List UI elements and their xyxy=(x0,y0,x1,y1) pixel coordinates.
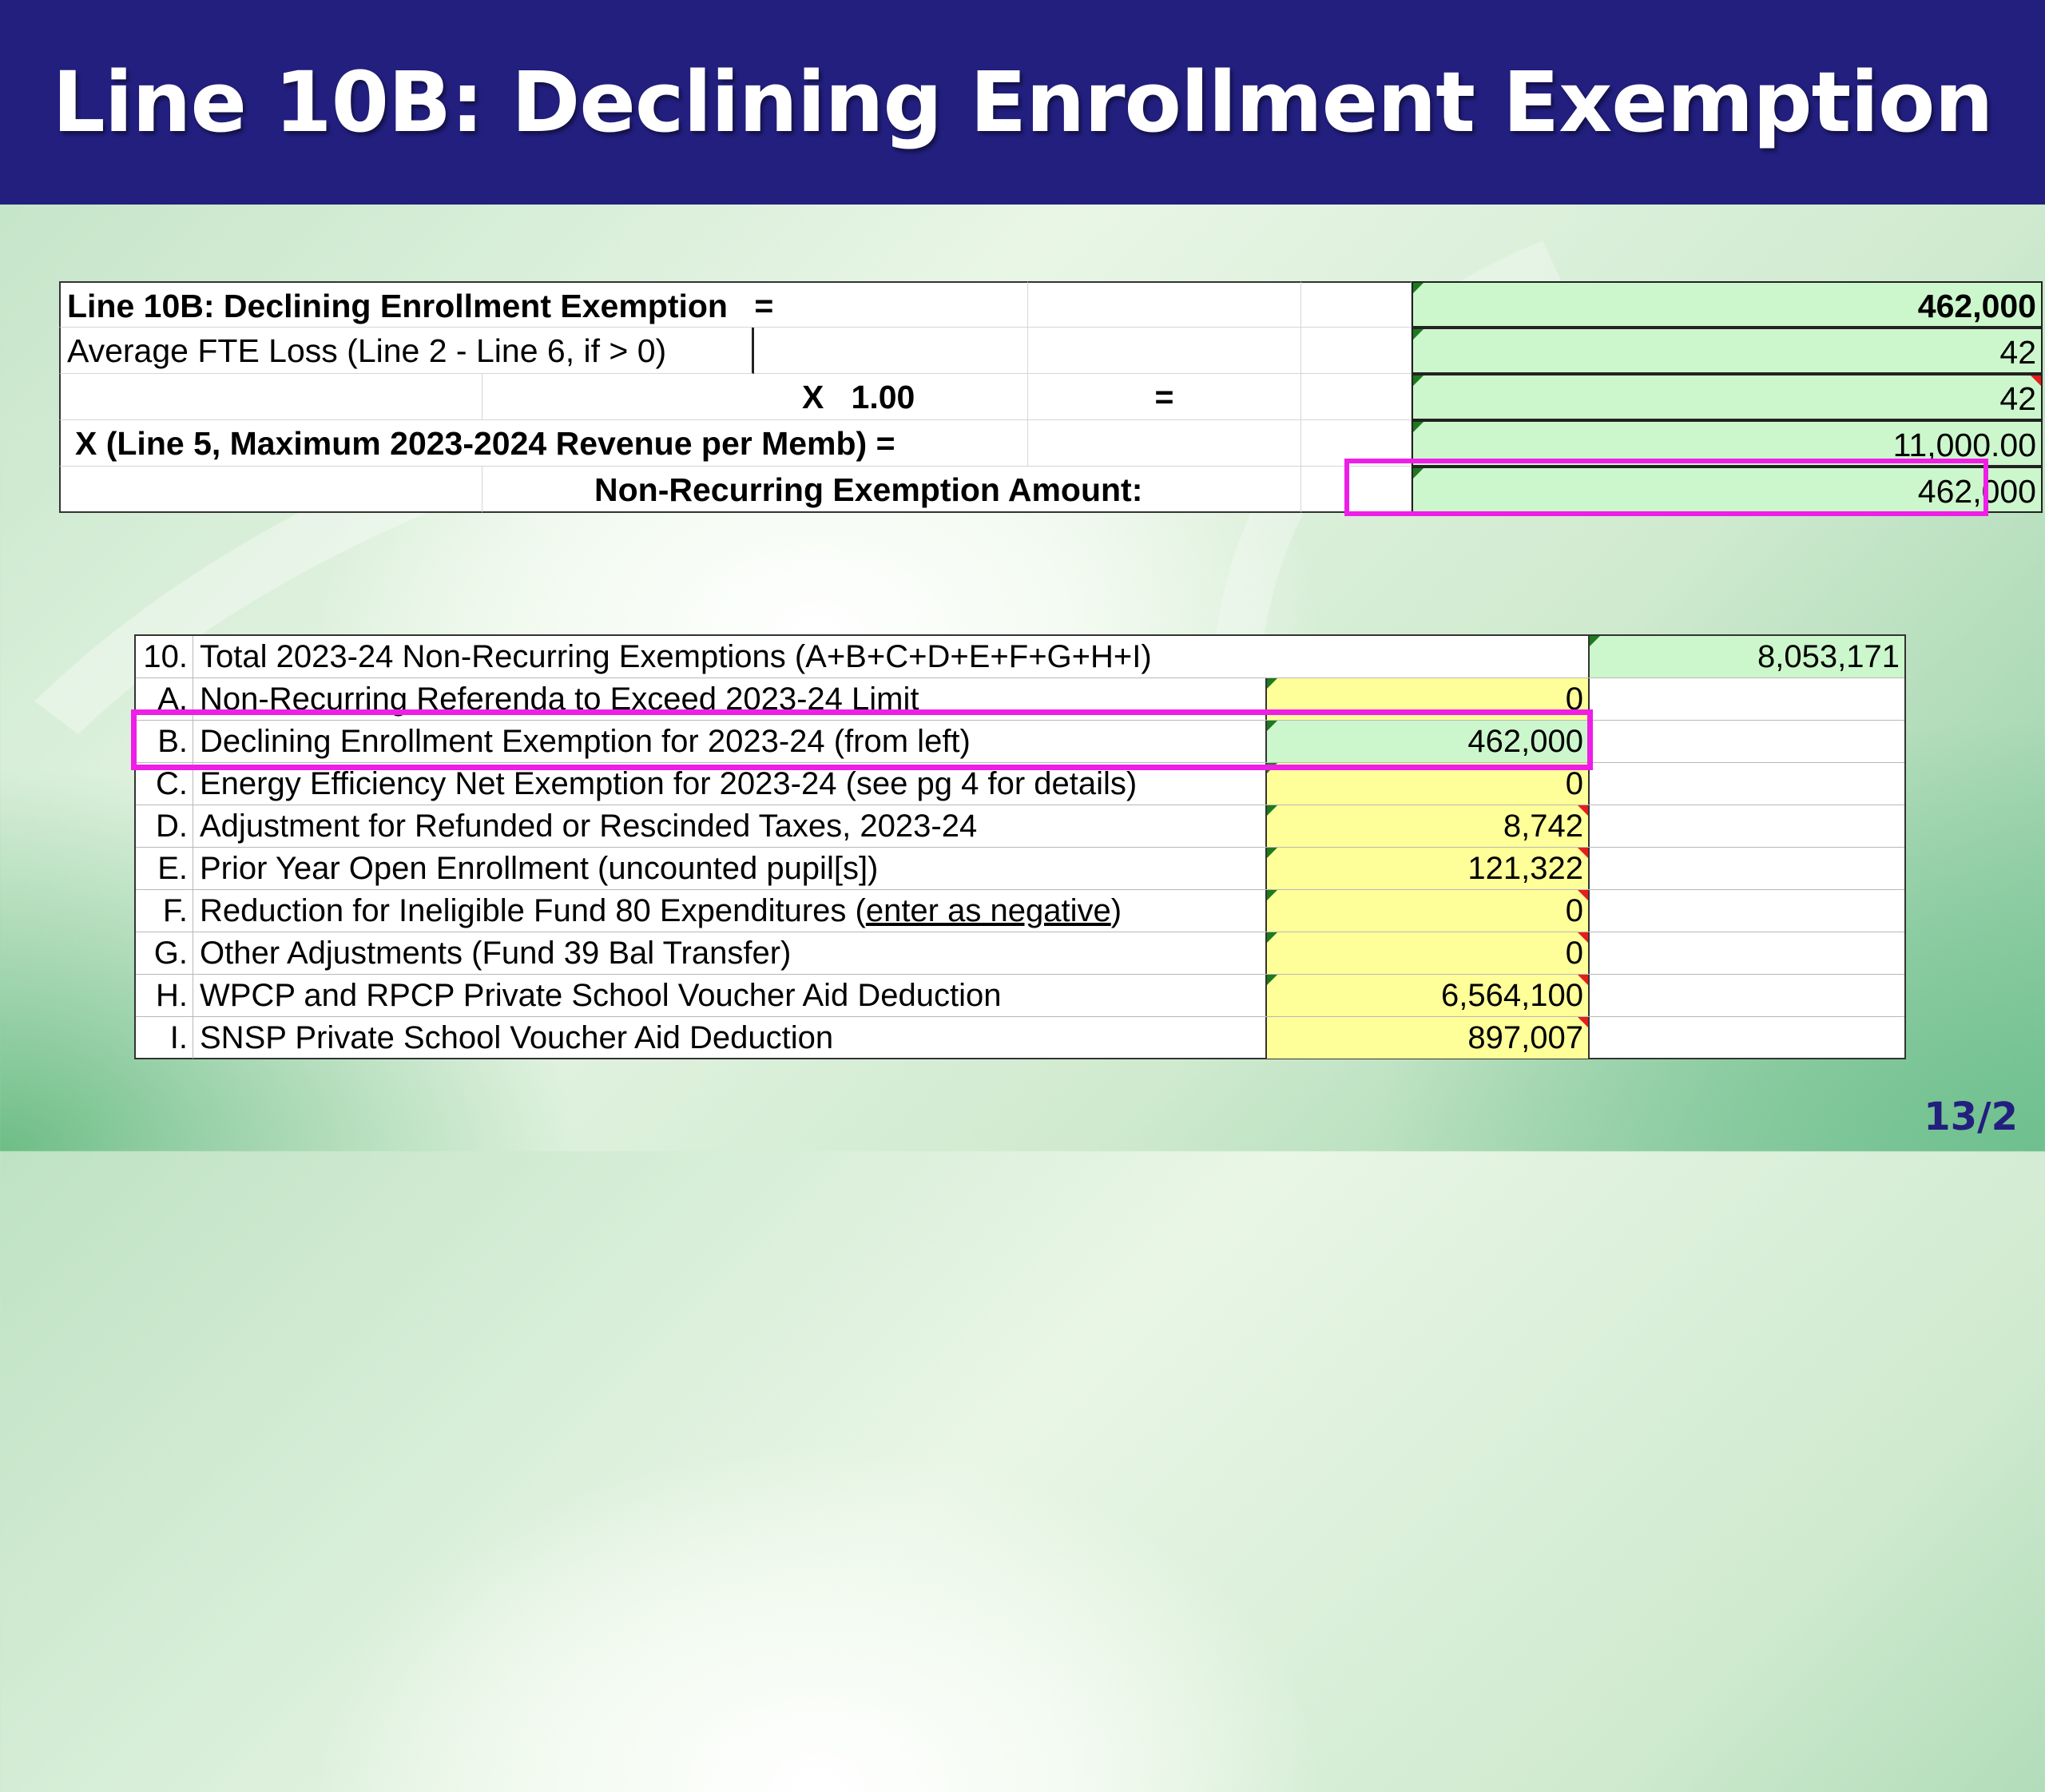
row-letter: D. xyxy=(136,805,193,847)
cell-max-revenue-per-member[interactable]: 11,000.00 xyxy=(1412,420,2043,467)
exemption-row-g xyxy=(136,932,1904,975)
cell-comment-marker xyxy=(1578,848,1588,858)
row-label: Adjustment for Refunded or Rescinded Taxes, 2023-24 xyxy=(200,809,978,844)
row-letter: 10. xyxy=(136,636,193,677)
slide-title: Line 10B: Declining Enrollment Exemption xyxy=(52,54,1993,151)
cell-comment-marker xyxy=(1578,975,1588,985)
calc-row-label: Average FTE Loss (Line 2 - Line 6, if > 0) xyxy=(59,328,754,374)
cell-exemption-g[interactable]: 0 xyxy=(1265,932,1590,974)
cell-comment-marker xyxy=(2031,375,2041,386)
cell-exemption-f[interactable]: 0 xyxy=(1265,890,1590,932)
exemption-row-f xyxy=(136,890,1904,932)
cell-fte-multiplied[interactable]: 42 xyxy=(1412,374,2043,420)
cell-comment-marker xyxy=(1590,636,1600,646)
multiplier-label: X 1.00 xyxy=(482,374,1028,420)
cell-comment-marker xyxy=(1413,329,1424,340)
cell-comment-marker xyxy=(1413,283,1424,293)
row-letter: C. xyxy=(136,763,193,805)
row-label: Energy Efficiency Net Exemption for 2023-24 (see pg 4 for details) xyxy=(200,766,1138,801)
equals-sign: = xyxy=(1028,374,1301,420)
calc-row-multiplier xyxy=(59,374,2036,420)
exemption-row-h xyxy=(136,975,1904,1017)
row-letter: I. xyxy=(136,1017,193,1059)
cell-comment-marker xyxy=(1578,1017,1588,1027)
row-label: Other Adjustments (Fund 39 Bal Transfer) xyxy=(200,936,792,971)
row-label: SNSP Private School Voucher Aid Deduction xyxy=(200,1020,834,1055)
cell-comment-marker xyxy=(1267,848,1277,858)
cell-exemption-h[interactable]: 6,564,100 xyxy=(1265,975,1590,1016)
row-label: Total 2023-24 Non-Recurring Exemptions (A+B+C+D+E+F+G+H+I) xyxy=(200,639,1152,674)
row-letter: E. xyxy=(136,848,193,889)
highlight-box-row-b xyxy=(131,709,1593,770)
cell-comment-marker xyxy=(1578,890,1588,900)
cell-exemption-i[interactable]: 897,007 xyxy=(1265,1017,1590,1059)
cell-exemption-b[interactable]: 462,000 xyxy=(1265,721,1590,762)
calc-row-total xyxy=(59,281,2036,328)
cell-exemption-a[interactable]: 0 xyxy=(1265,678,1590,720)
cell-line10b-result[interactable]: 462,000 xyxy=(1412,281,2043,328)
row-letter: H. xyxy=(136,975,193,1016)
calc-row-fte-loss xyxy=(59,328,2036,374)
cell-comment-marker xyxy=(1267,805,1277,816)
cell-fte-loss[interactable]: 42 xyxy=(1412,328,2043,374)
row-label: WPCP and RPCP Private School Voucher Aid Deduction xyxy=(200,978,1002,1013)
non-recurring-exemptions-table xyxy=(134,634,1906,1059)
cell-comment-marker xyxy=(1267,678,1277,689)
cell-comment-marker xyxy=(1267,932,1277,943)
cell-comment-marker xyxy=(1267,975,1277,985)
exemption-row-total xyxy=(136,636,1904,678)
cell-total-exemptions[interactable]: 8,053,171 xyxy=(1590,636,1904,677)
cell-comment-marker xyxy=(1267,890,1277,900)
cell-comment-marker xyxy=(1578,805,1588,816)
exemption-row-i xyxy=(136,1017,1904,1059)
cell-exemption-e[interactable]: 121,322 xyxy=(1265,848,1590,889)
row-label: Prior Year Open Enrollment (uncounted pupil[s]) xyxy=(200,851,879,886)
highlight-box-exemption-amount xyxy=(1344,459,1988,516)
cell-comment-marker xyxy=(1413,422,1424,432)
cell-exemption-c[interactable]: 0 xyxy=(1265,763,1590,805)
cell-exemption-d[interactable]: 8,742 xyxy=(1265,805,1590,847)
row-label: Reduction for Ineligible Fund 80 Expenditures (enter as negative) xyxy=(200,893,1122,928)
calc-row-label: Line 10B: Declining Enrollment Exemption xyxy=(67,288,728,324)
row-label: Non-Recurring Referenda to Exceed 2023-24 Limit xyxy=(200,681,919,717)
row-letter: F. xyxy=(136,890,193,932)
exemption-row-e xyxy=(136,848,1904,890)
calc-row-label: X (Line 5, Maximum 2023-2024 Revenue per Memb) = xyxy=(59,420,1028,467)
equals-sign: = xyxy=(754,288,774,324)
row-letter: A. xyxy=(136,678,193,720)
row-letter: B. xyxy=(136,721,193,762)
row-label: Declining Enrollment Exemption for 2023-24 (from left) xyxy=(200,724,971,759)
cell-comment-marker xyxy=(1413,375,1424,386)
row-letter: G. xyxy=(136,932,193,974)
calc-row-label: Non-Recurring Exemption Amount: xyxy=(482,467,1301,513)
page-number: 13/2 xyxy=(1924,1095,2018,1139)
cell-non-recurring-exemption-amount[interactable]: 462,000 xyxy=(1412,467,2043,513)
slide-header xyxy=(0,0,2045,205)
exemption-row-d xyxy=(136,805,1904,848)
cell-comment-marker xyxy=(1578,932,1588,943)
